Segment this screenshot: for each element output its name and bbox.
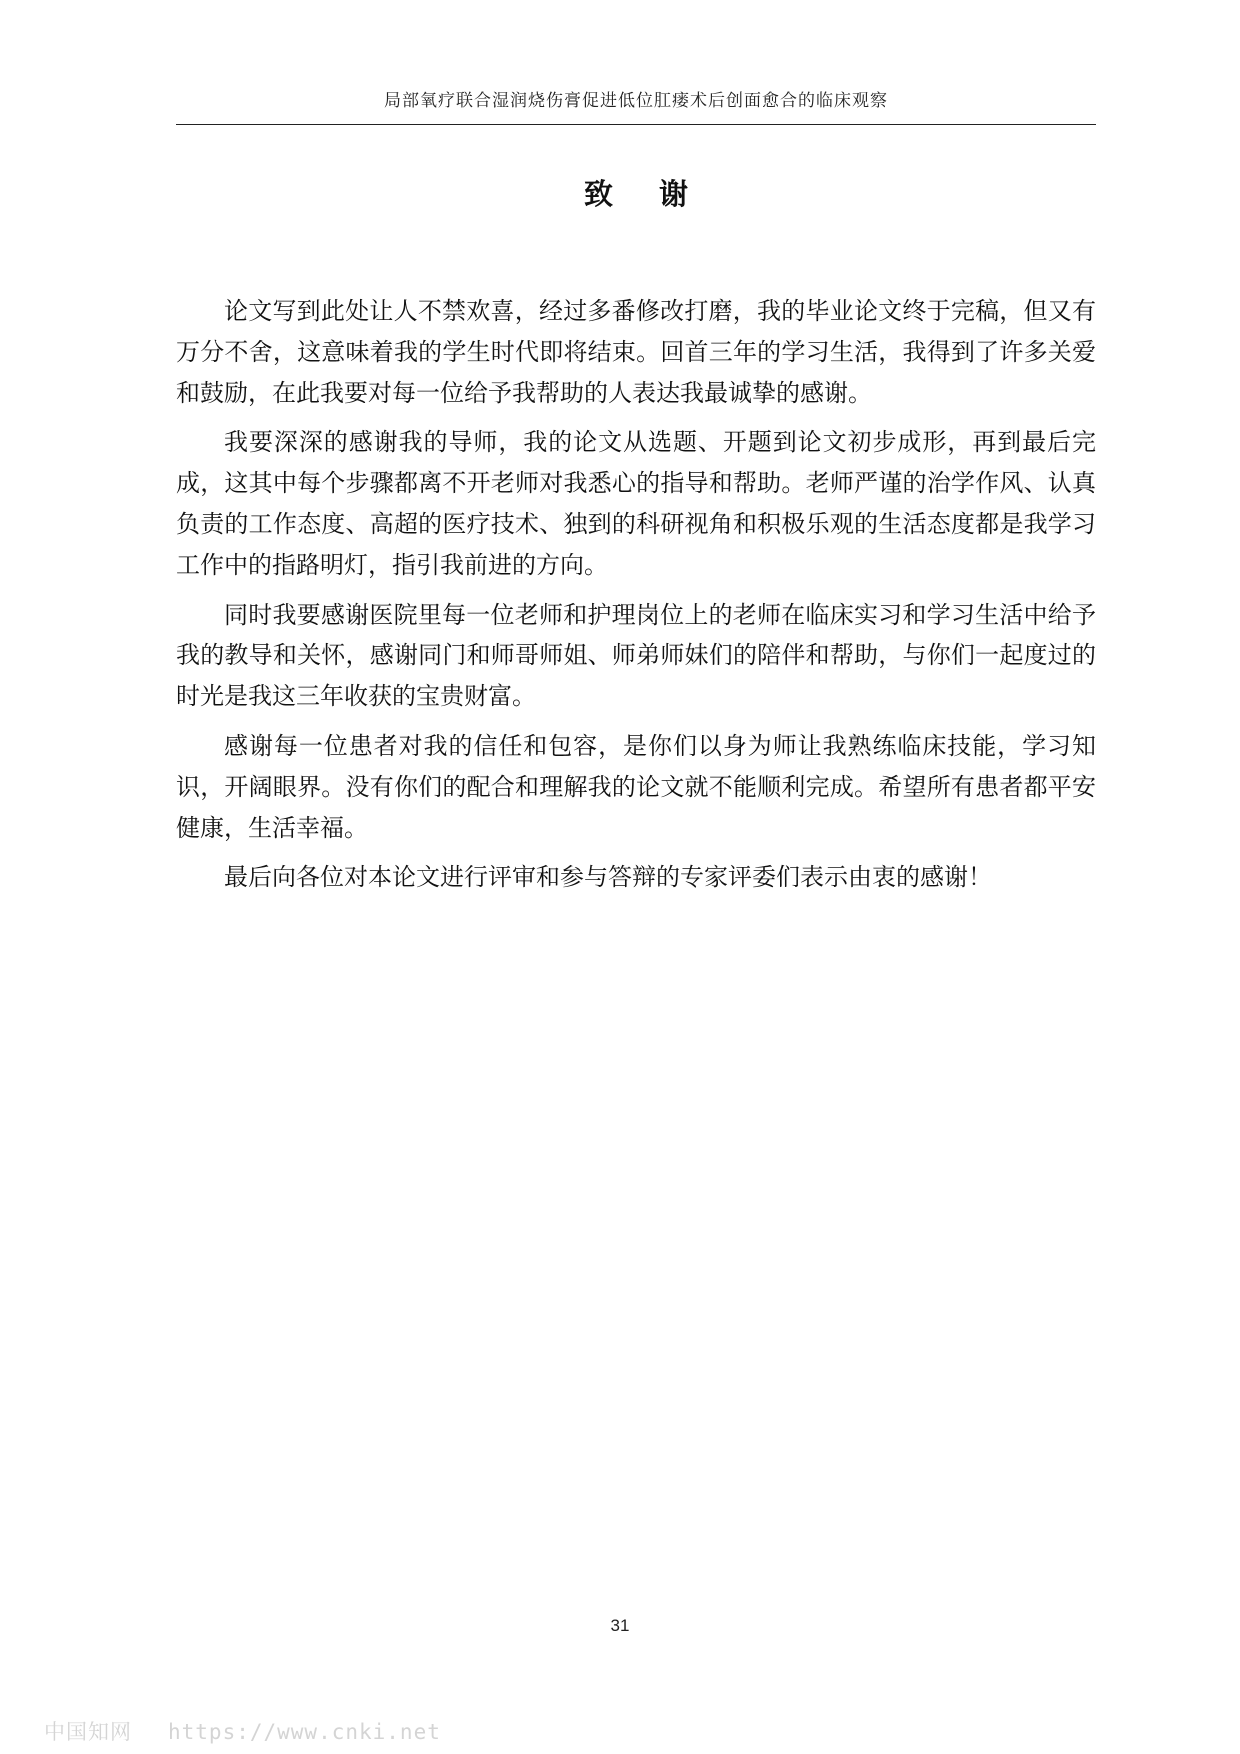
running-header-title: 局部氧疗联合湿润烧伤膏促进低位肛瘘术后创面愈合的临床观察 bbox=[384, 91, 888, 111]
header-rule bbox=[176, 124, 1096, 125]
paragraph-4: 感谢每一位患者对我的信任和包容，是你们以身为师让我熟练临床技能，学习知识，开阔眼界。没有你们的配合和理解我的论文就不能顺利完成。希望所有患者都平安健康，生活幸福。 bbox=[176, 731, 1096, 842]
page-number: 31 bbox=[610, 1616, 630, 1635]
paragraph-2: 我要深深的感谢我的导师，我的论文从选题、开题到论文初步成形，再到最后完成，这其中每个步骤都离不开老师对我悉心的指导和帮助。老师严谨的治学作风、认真负责的工作态度、高超的医疗技术、独到的科研视角和积极乐观的生活态度都是我学习工作中的指路明灯，指引我前进的方向。 bbox=[176, 428, 1096, 579]
watermark-url: https://www.cnki.net bbox=[168, 1720, 441, 1744]
acknowledgement-body bbox=[176, 291, 1096, 907]
watermark-logo-text: 中国知网 bbox=[44, 1720, 132, 1744]
paragraph-5: 最后向各位对本论文进行评审和参与答辩的专家评委们表示由衷的感谢！ bbox=[224, 863, 992, 892]
paragraph-1: 论文写到此处让人不禁欢喜，经过多番修改打磨，我的毕业论文终于完稿，但又有万分不舍，这意味着我的学生时代即将结束。回首三年的学习生活，我得到了许多关爱和鼓励，在此我要对每一位给予我帮助的人表达我最诚挚的感谢。 bbox=[176, 297, 1096, 407]
cnki-watermark bbox=[44, 1716, 441, 1746]
page-title: 致谢 bbox=[583, 177, 734, 211]
paragraph-3: 同时我要感谢医院里每一位老师和护理岗位上的老师在临床实习和学习生活中给予我的教导和关怀，感谢同门和师哥师姐、师弟师妹们的陪伴和帮助，与你们一起度过的时光是我这三年收获的宝贵财富。 bbox=[176, 600, 1096, 711]
